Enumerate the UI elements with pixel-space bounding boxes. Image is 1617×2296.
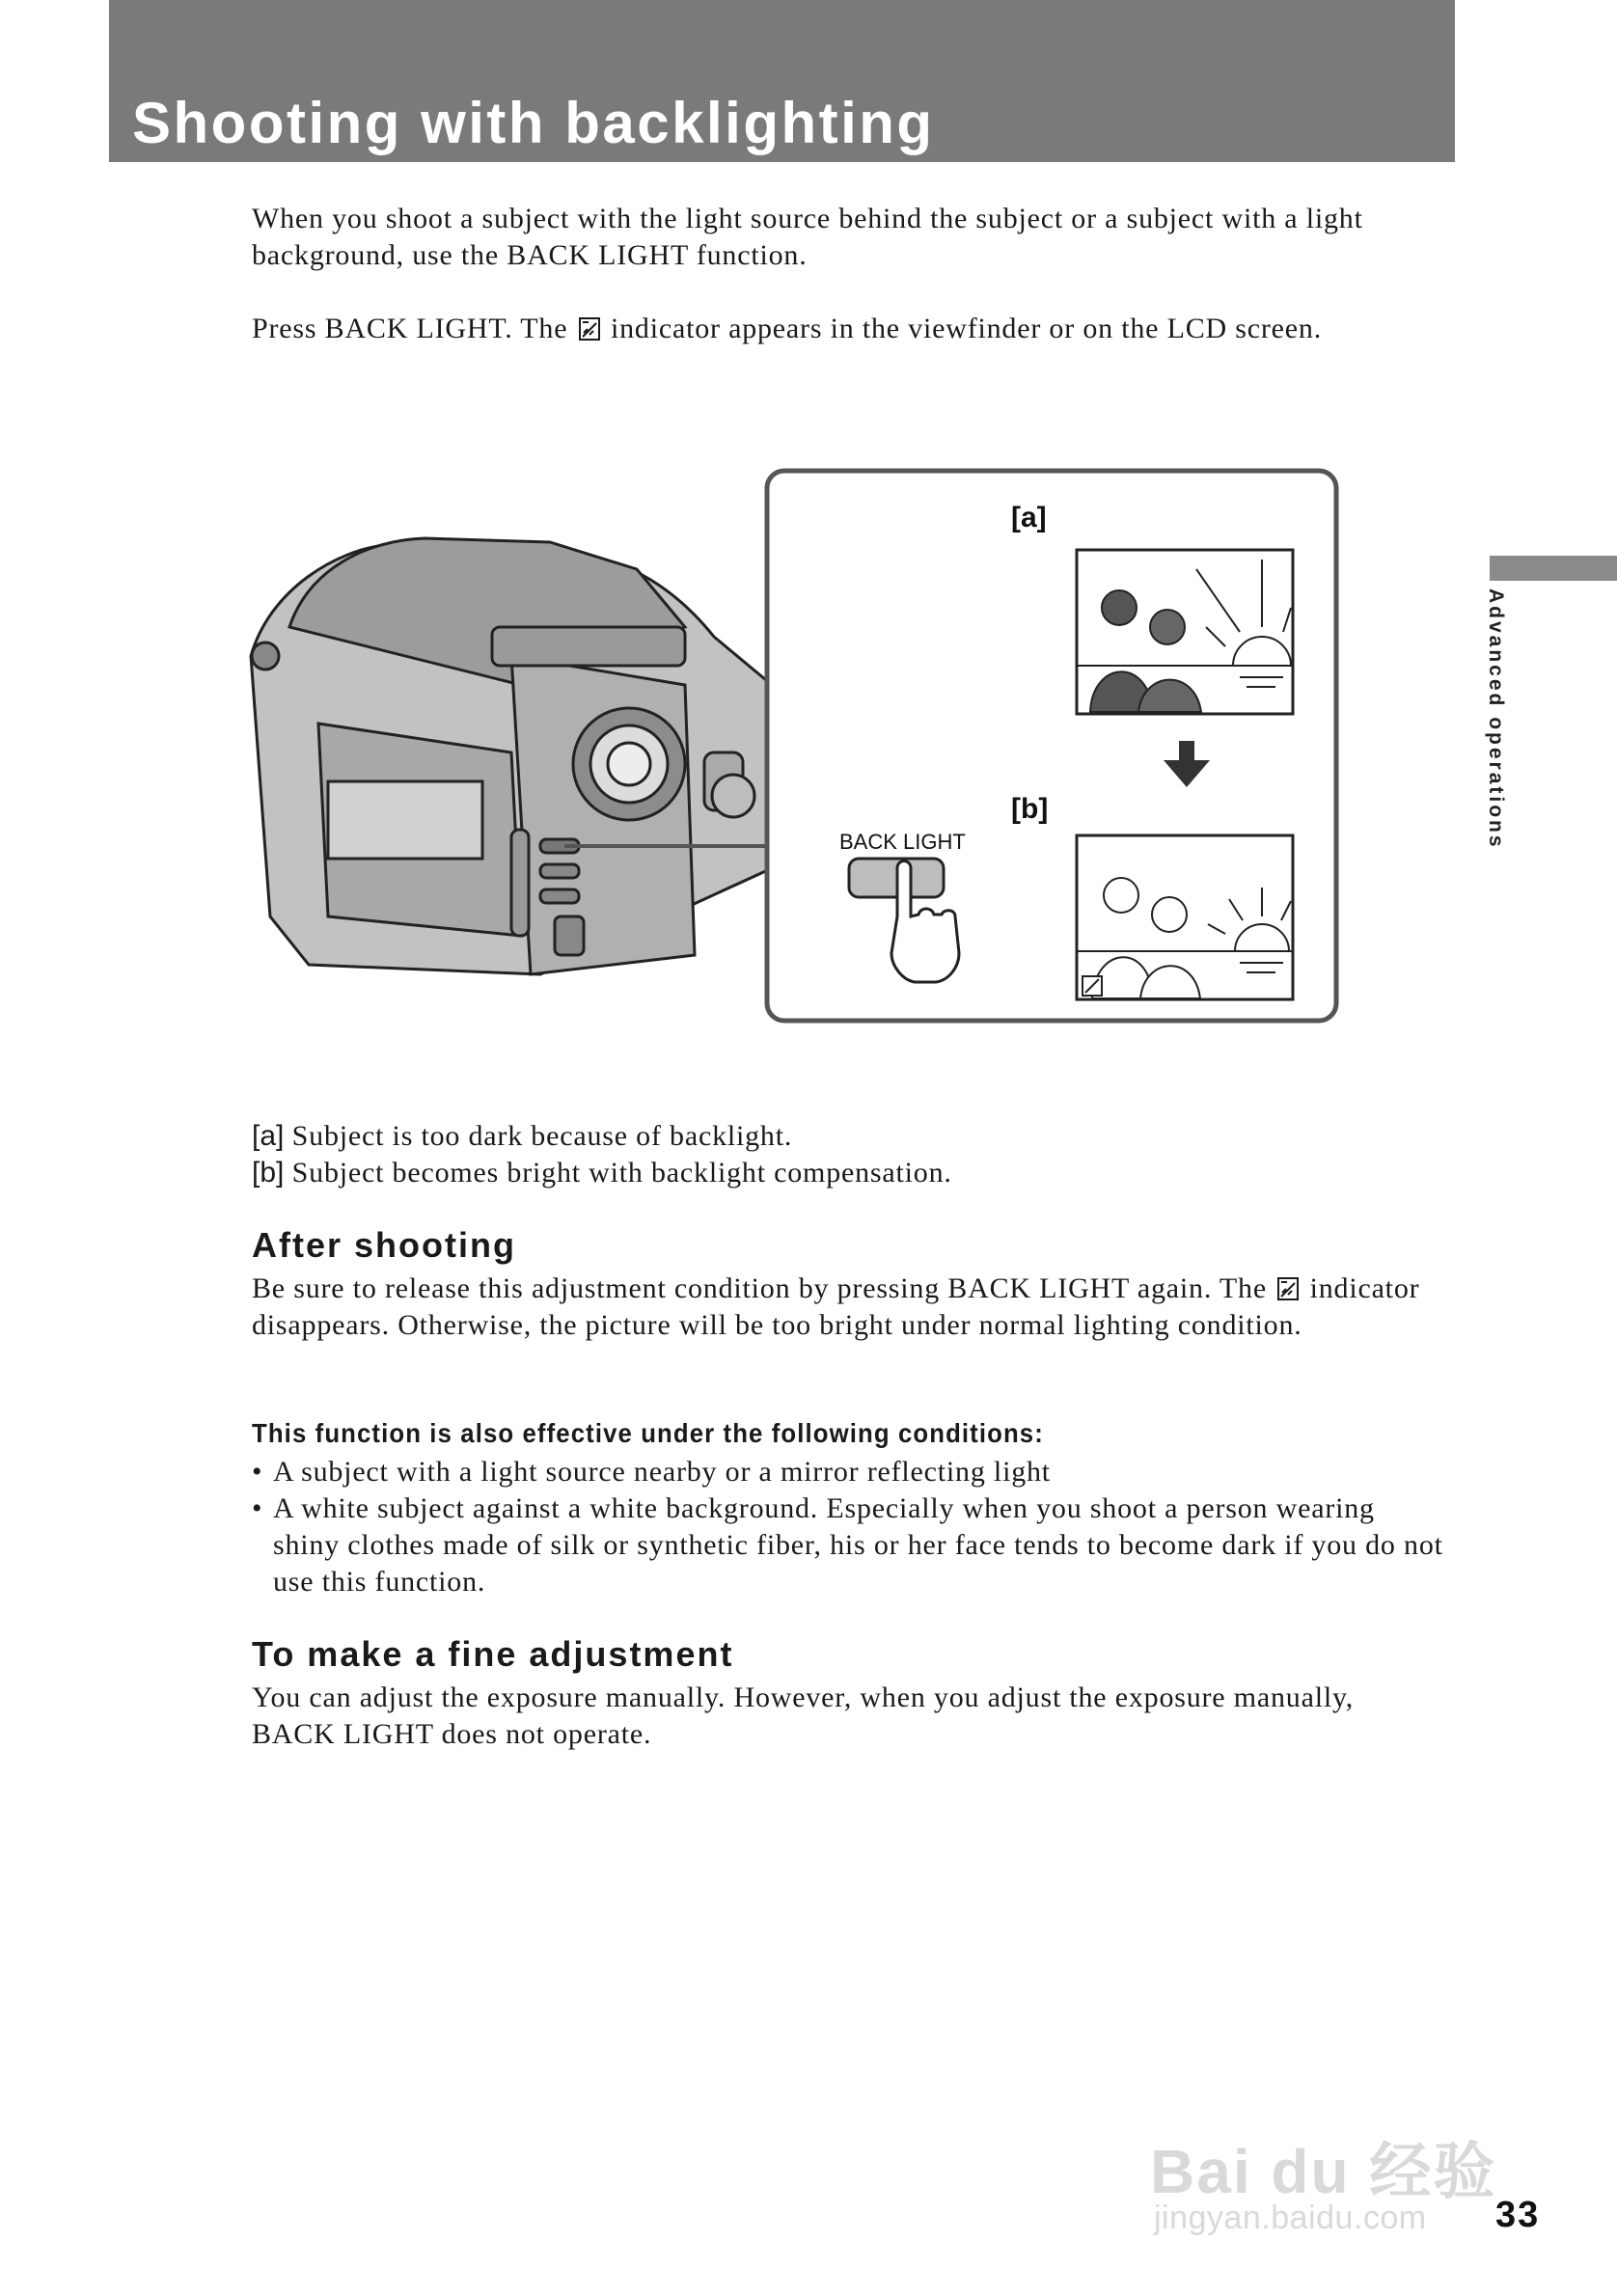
page-title: Shooting with backlighting <box>132 91 935 155</box>
intro-section <box>252 201 1439 347</box>
caption-a <box>252 1118 1439 1155</box>
caption-b-label: [b] <box>252 1157 285 1189</box>
backlight-indicator-icon <box>1277 1277 1299 1300</box>
scene-b-image <box>1077 835 1293 999</box>
after-shooting-text-start: Be sure to release this adjustment condition by pressing BACK LIGHT again. The <box>252 1272 1267 1304</box>
after-shooting-text-end: indicator disappears. Otherwise, the picture will be too bright under normal lighting condition. <box>252 1272 1420 1341</box>
after-shooting-heading: After shooting <box>252 1225 516 1265</box>
camcorder-icon <box>251 538 772 974</box>
fine-adjustment-section <box>252 1680 1439 1753</box>
title-band <box>109 0 1455 162</box>
baidu-watermark <box>1150 2122 1507 2248</box>
side-tab-label: Advanced operations <box>1485 588 1507 850</box>
fine-adjustment-text: You can adjust the exposure manually. However, when you adjust the exposure manually, BACK LIGHT does not operate. <box>252 1681 1355 1750</box>
watermark-brand: Bai du 经验 <box>1150 2137 1497 2206</box>
side-tab <box>1490 556 1617 581</box>
caption-b-text: Subject becomes bright with backlight compensation. <box>291 1157 952 1189</box>
list-item: • A white subject against a white background. Especially when you shoot a person wearing shiny clothes made of silk or synthetic fiber, his or her face tends to become dark if you do not use this function. <box>252 1490 1448 1600</box>
after-shooting-section <box>252 1271 1439 1344</box>
intro-paragraph-2-start: Press BACK LIGHT. The <box>252 313 568 344</box>
page-number: 33 <box>1495 2195 1541 2235</box>
list-item: • A subject with a light source nearby or a mirror reflecting light <box>252 1454 1448 1490</box>
camcorder-illustration <box>232 463 1370 1042</box>
after-shooting-text <box>252 1271 1439 1344</box>
intro-paragraph-2-end: indicator appears in the viewfinder or on the LCD screen. <box>610 313 1322 344</box>
captions <box>252 1118 1439 1191</box>
caption-b <box>252 1155 1439 1191</box>
backlight-indicator-icon <box>579 317 600 341</box>
conditions-heading: This function is also effective under the following conditions: <box>252 1418 1044 1448</box>
label-b: [b] <box>1011 793 1049 825</box>
watermark-url: jingyan.baidu.com <box>1154 2200 1427 2236</box>
scene-a-image <box>1077 550 1293 714</box>
caption-a-text: Subject is too dark because of backlight. <box>291 1120 793 1152</box>
conditions-list <box>252 1454 1448 1600</box>
backlight-button-label: BACK LIGHT <box>839 830 966 854</box>
caption-a-label: [a] <box>252 1120 285 1152</box>
intro-paragraph-1: When you shoot a subject with the light source behind the subject or a subject with a light background, use the BACK LIGHT function. <box>252 203 1363 271</box>
label-a: [a] <box>1011 502 1047 533</box>
fine-adjustment-heading: To make a fine adjustment <box>252 1634 734 1674</box>
intro-paragraph-2 <box>252 311 1439 347</box>
